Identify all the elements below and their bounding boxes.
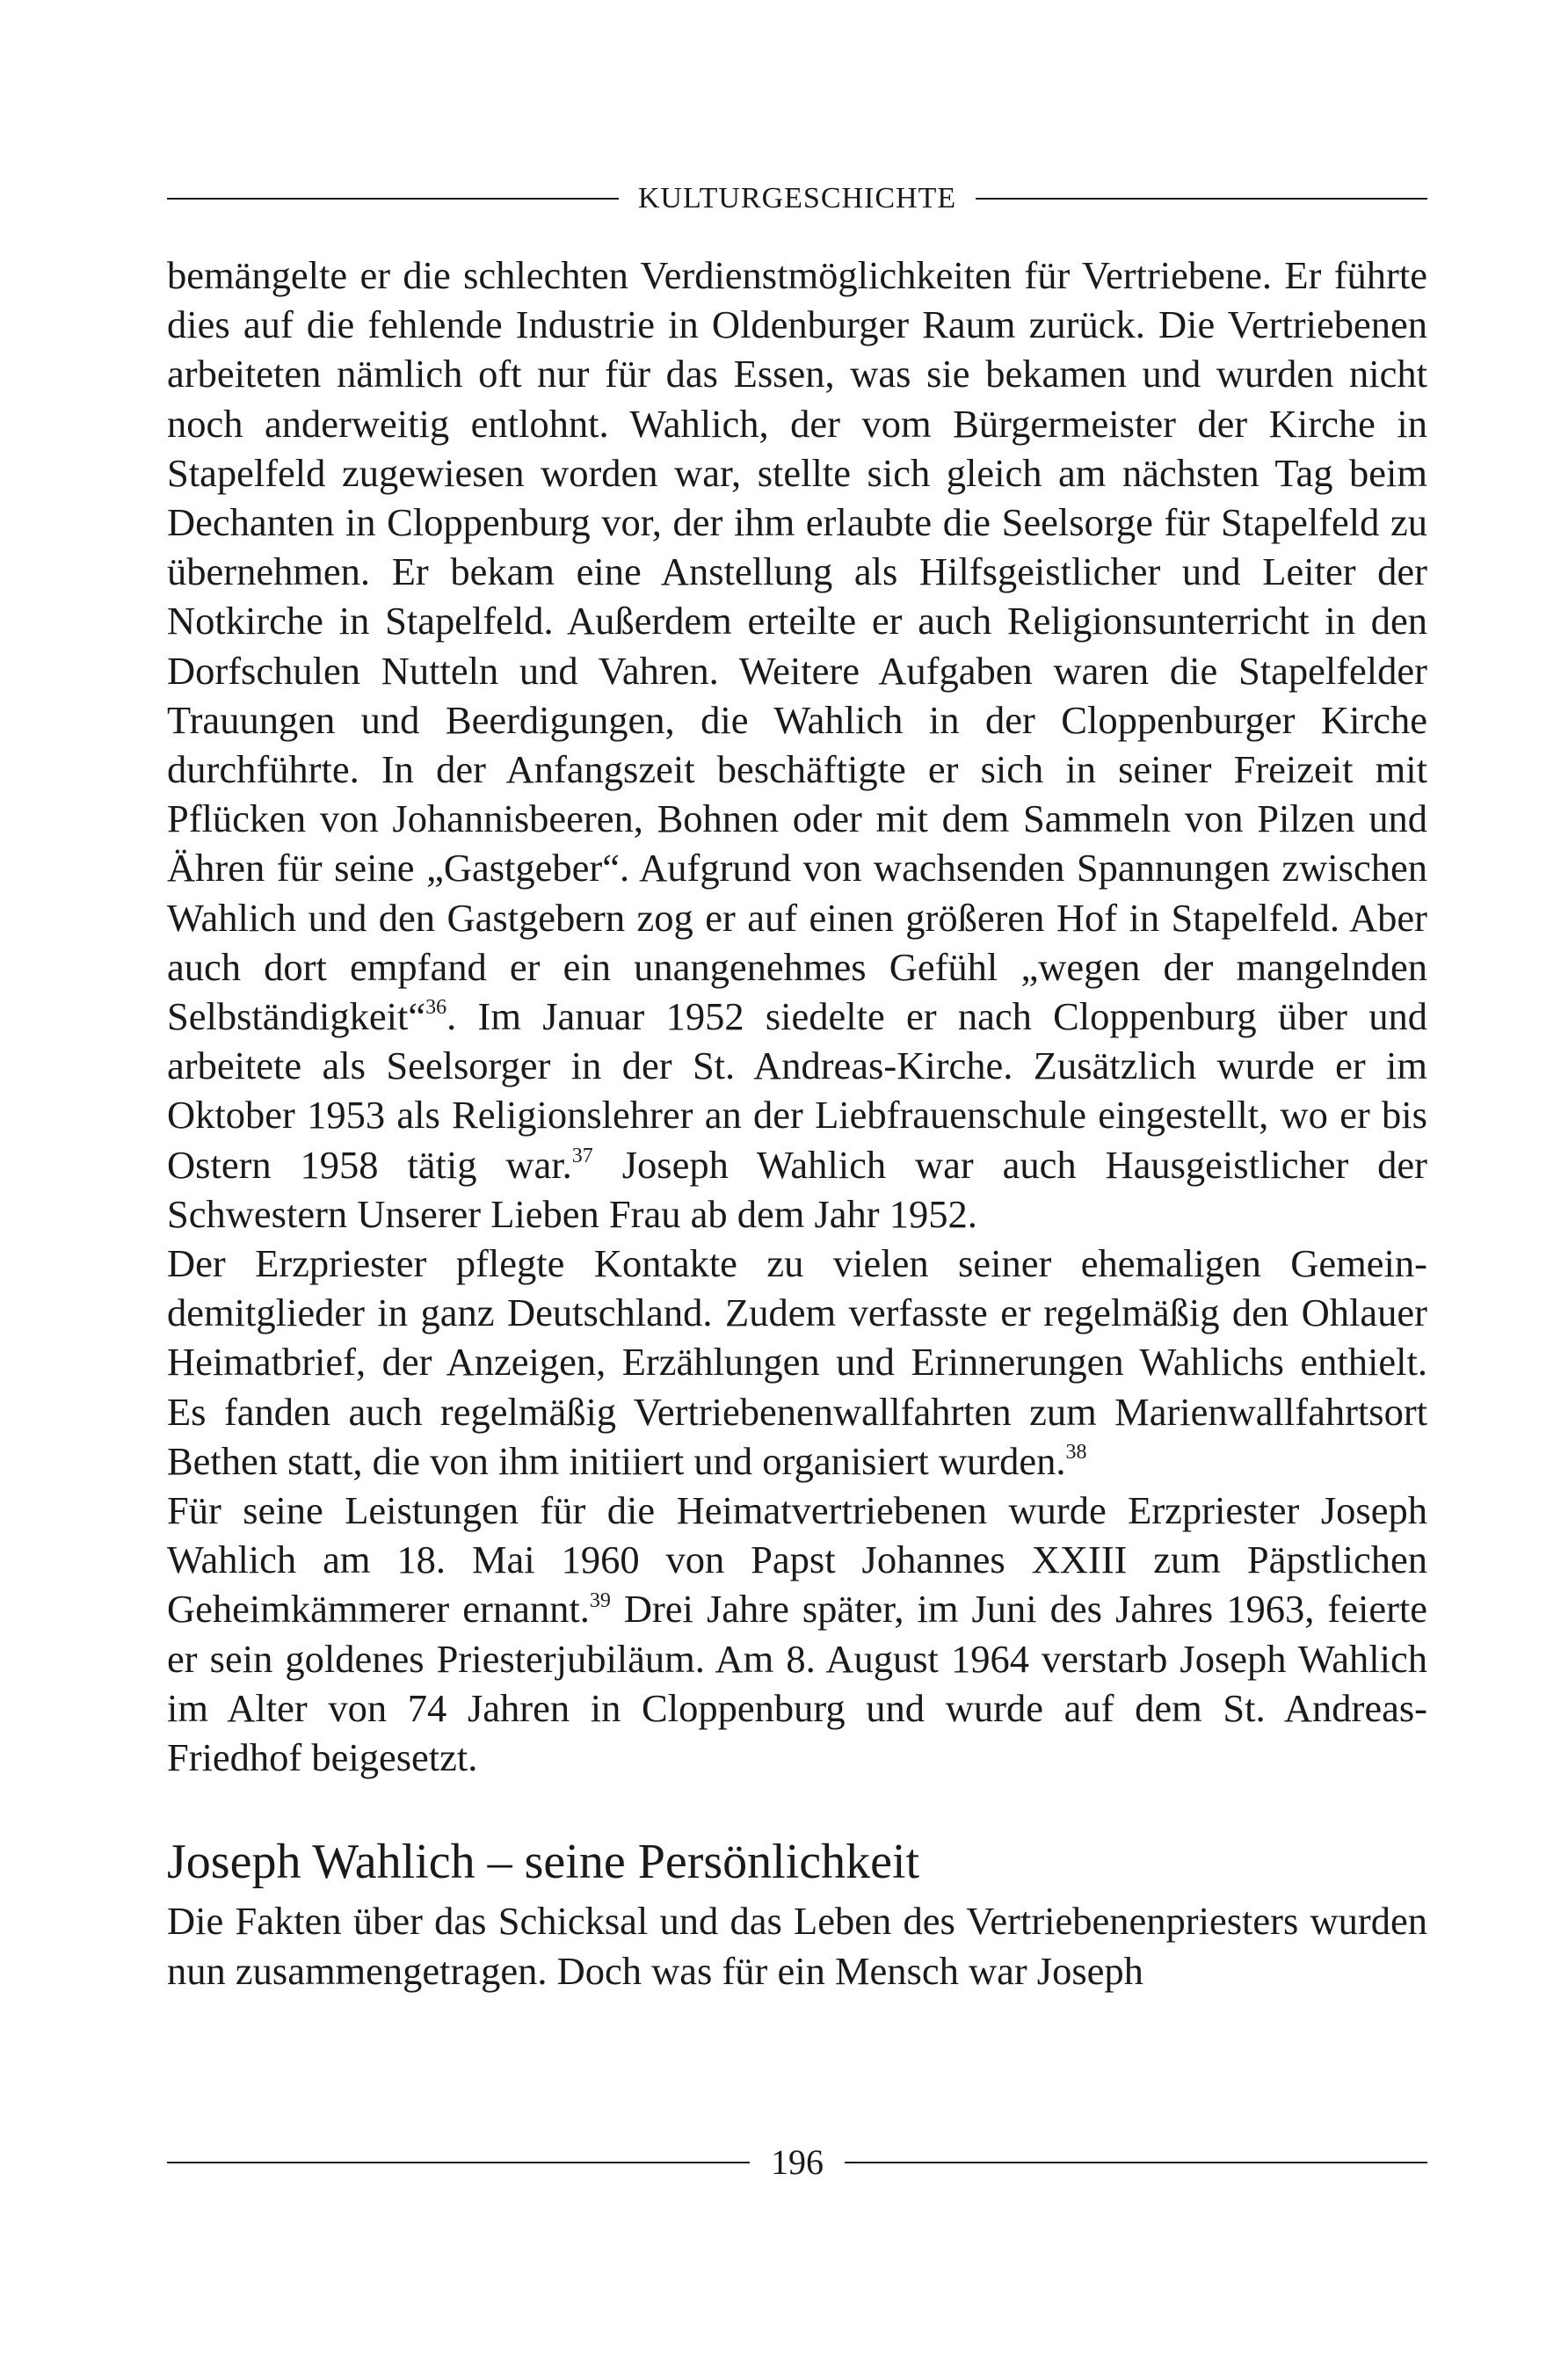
footer-rule-right [845, 2162, 1427, 2163]
paragraph-text: Für seine Leistungen für die Heimatvertriebenen wurde Erzpriester Joseph Wahlich am 18. Mai 1960 von Papst Johannes XXIII zum Päpstlichen Geheimkämmerer ernannt. [167, 1488, 1427, 1632]
page-footer [167, 2141, 1427, 2184]
page-number: 196 [771, 2142, 824, 2182]
footnote-ref-36: 36 [425, 996, 447, 1020]
paragraph-text: bemängelte er die schlechten Verdienstmöglichkeiten für Vertriebene. Er führte dies auf die fehlende Industrie in Oldenburger Raum zurück. Die Vertriebenen arbeiteten nämlich oft nur für das Essen, was sie bekamen und wurden nicht noch anderweitig entlohnt. Wahlich, der vom Bürgermeister der Kirche in Stapelfeld zugewiesen worden war, stellte sich gleich am nächsten Tag beim Dechanten in Cloppenburg vor, der ihm erlaubte die Seelsorge für Stapelfeld zu übernehmen. Er bekam eine Anstellung als Hilfsgeistlicher und Leiter der Notkirche in Stapelfeld. Außerdem erteilte er auch Religionsunterricht in den Dorfschulen Nutteln und Vahren. Weitere Aufgaben waren die Stapelfelder Trauungen und Beerdigungen, die Wahlich in der Cloppenburger Kirche durchführte. In der Anfangszeit beschäftigte er sich in seiner Freizeit mit Pflücken von Johannisbeeren, Bohnen oder mit dem Sammeln von Pilzen und Ähren für seine „Gastgeber“. Aufgrund von wachsenden Spannungen zwischen Wahlich und den Gastgebern zog er auf einen größeren Hof in Stapelfeld. Aber auch dort empfand er ein unangenehmes Gefühl „wegen der mangelnden Selbständigkeit“ [167, 253, 1427, 1039]
header-rule-left [167, 198, 619, 200]
paragraph-4: Die Fakten über das Schicksal und das Leben des Vertriebenenpriesters wurden nun zusammengetragen. Doch was für ein Mensch war Joseph [167, 1899, 1427, 1993]
paragraph-1 [167, 251, 1427, 1239]
footer-rule-left [167, 2162, 750, 2163]
section-heading: Joseph Wahlich – seine Persönlichkeit [167, 1835, 920, 1890]
running-head [167, 181, 1427, 216]
footnote-ref-39: 39 [589, 1588, 611, 1612]
paragraph-text: . Im Januar 1952 siedelte er nach Cloppenburg über und arbeitete als Seelsorger in der St. Andreas-Kirche. Zusätzlich wurde er im Oktober 1953 als Religionslehrer an der Liebfrauenschule eingestellt, wo er bis Ostern 1958 tätig war. [167, 994, 1427, 1187]
body-text [167, 251, 1427, 1996]
footnote-ref-37: 37 [571, 1144, 593, 1167]
paragraph-3 [167, 1486, 1427, 1782]
paragraph-text: Drei Jahre später, im Juni des Jahres 1963, feierte er sein goldenes Priesterjubiläum. Am 8. August 1964 verstarb Joseph Wahlich im Alter von 74 Jahren in Cloppenburg und wurde auf dem St. Andreas-Friedhof beigesetzt. [167, 1587, 1428, 1780]
paragraph-2 [167, 1239, 1427, 1486]
footnote-ref-38: 38 [1065, 1441, 1087, 1465]
paragraph-text: Der Erzpriester pflegte Kontakte zu vielen seiner ehemaligen Gemeindemitglieder in ganz Deutschland. Zudem verfasste er regelmäßig den Ohlauer Heimatbrief, der Anzeigen, Erzählungen und Erinnerungen Wahlichs enthielt. Es fanden auch regelmäßig Vertriebenenwallfahrten zum Marienwallfahrtsort Bethen statt, die von ihm initiiert und organisiert wurden. [167, 1241, 1427, 1483]
header-rule-right [976, 198, 1427, 200]
paragraph-text: Joseph Wahlich war auch Hausgeistlicher der Schwestern Unserer Lieben Frau ab dem Jahr 1952. [167, 1142, 1427, 1236]
running-head-title: KULTURGESCHICHTE [637, 182, 957, 214]
